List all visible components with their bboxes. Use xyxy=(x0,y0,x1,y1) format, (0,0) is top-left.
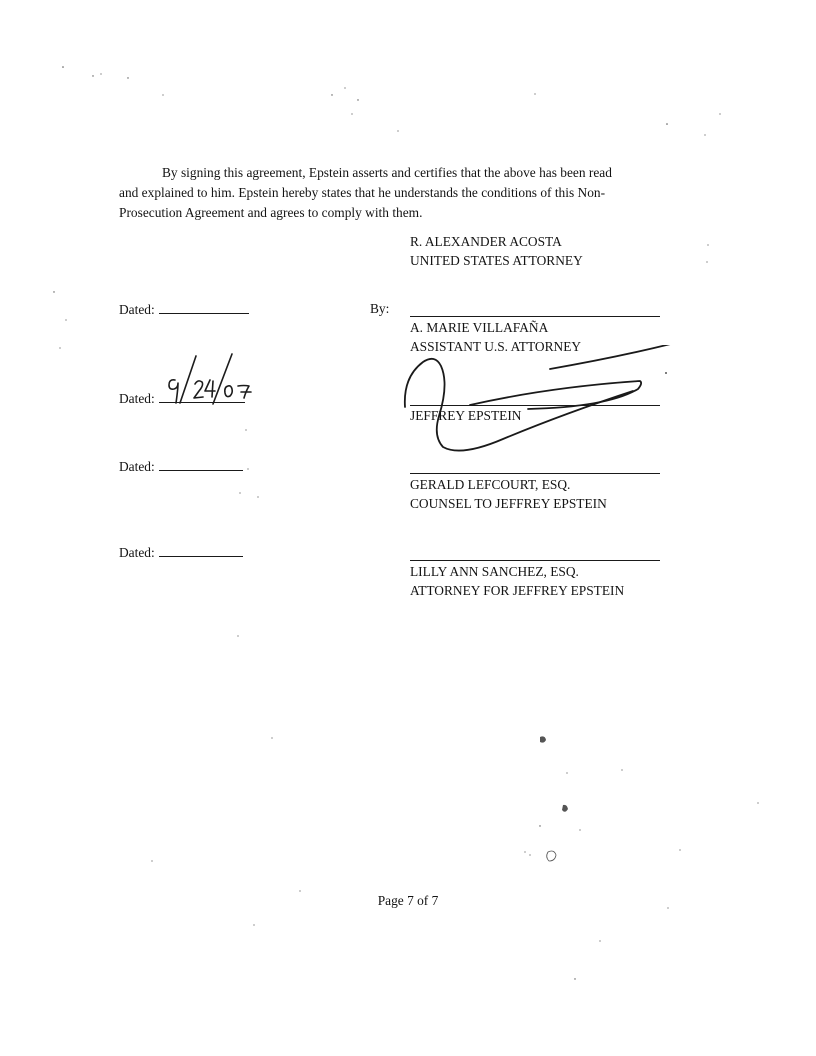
signer-name: JEFFREY EPSTEIN xyxy=(410,408,522,423)
dated-label: Dated: xyxy=(119,545,155,560)
paragraph-line: and explained to him. Epstein hereby states that he understands the conditions of this Non- xyxy=(119,185,606,200)
signature-line xyxy=(410,473,660,474)
dated-label: Dated: xyxy=(119,302,155,317)
paragraph-line: Prosecution Agreement and agrees to comply with them. xyxy=(119,205,423,220)
dated-field-4 xyxy=(119,542,243,561)
by-label: By: xyxy=(370,301,390,316)
signer-title: ATTORNEY FOR JEFFREY EPSTEIN xyxy=(410,583,625,598)
signer-name: GERALD LEFCOURT, ESQ. xyxy=(410,477,571,492)
dated-label: Dated: xyxy=(119,459,155,474)
dated-field-3 xyxy=(119,456,243,475)
dated-label: Dated: xyxy=(119,391,155,406)
signature-line xyxy=(410,560,660,561)
certification-paragraph xyxy=(119,163,669,223)
date-blank-line xyxy=(159,456,243,471)
epstein-signature-image xyxy=(400,345,700,465)
signer-block-lefcourt xyxy=(410,475,607,513)
signer-block-epstein xyxy=(410,406,521,425)
signer-name: A. MARIE VILLAFAÑA xyxy=(410,320,549,335)
signature-line xyxy=(410,316,660,317)
us-attorney-block xyxy=(410,232,583,270)
paragraph-line: By signing this agreement, Epstein asserts and certifies that the above has been read xyxy=(162,165,612,180)
dated-field-1 xyxy=(119,299,249,318)
signer-name: LILLY ANN SANCHEZ, ESQ. xyxy=(410,564,579,579)
page-number: Page 7 of 7 xyxy=(377,893,439,908)
signer-title: ASSISTANT U.S. ATTORNEY xyxy=(410,339,582,354)
signer-block-sanchez xyxy=(410,562,624,600)
date-blank-line xyxy=(159,542,243,557)
us-attorney-name: R. ALEXANDER ACOSTA xyxy=(410,234,562,249)
handwritten-date-image xyxy=(164,350,264,408)
date-blank-line xyxy=(159,299,249,314)
signer-title: COUNSEL TO JEFFREY EPSTEIN xyxy=(410,496,607,511)
us-attorney-title: UNITED STATES ATTORNEY xyxy=(410,253,583,268)
